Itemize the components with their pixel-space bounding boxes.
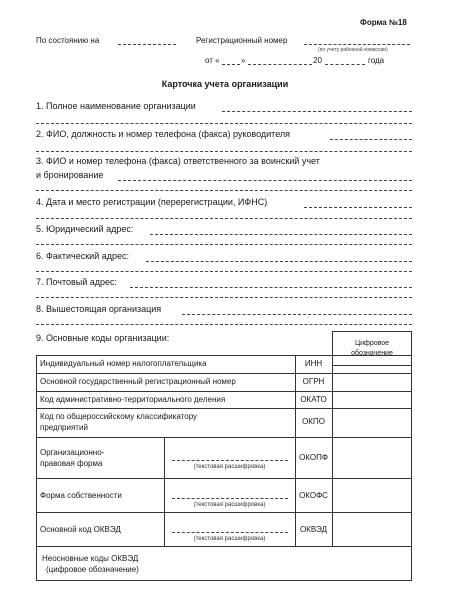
table-row-secondary-okved-label-1: Неосновные коды ОКВЭД	[42, 554, 139, 563]
digital-header-line-2: обозначение	[351, 350, 393, 357]
as-of-date-field[interactable]	[118, 44, 176, 45]
form-number: Форма №18	[360, 18, 407, 27]
item-7-field-line-2[interactable]	[36, 297, 412, 298]
item-5-label: 5. Юридический адрес:	[36, 224, 134, 234]
item-3-field-line-2[interactable]	[36, 190, 412, 191]
row-divider	[36, 478, 412, 479]
table-row-okato-label: Код административно-территориального деления	[40, 395, 226, 404]
inn-value-field[interactable]	[333, 374, 411, 391]
row-divider	[36, 512, 412, 513]
table-row-inn-label: Индивидуальный номер налогоплательщика	[40, 359, 207, 368]
item-6-label: 6. Фактический адрес:	[36, 251, 129, 261]
okopf-decode-field[interactable]	[172, 460, 288, 461]
table-row-okopf-decode: (текстовая расшифровка)	[193, 464, 266, 470]
year-prefix: 20	[313, 56, 322, 65]
table-row-okpo-code: ОКПО	[302, 417, 325, 426]
item-5-field-line-2[interactable]	[36, 244, 412, 245]
table-row-okfs-label: Форма собственности	[40, 491, 122, 500]
year-field[interactable]	[325, 64, 365, 65]
item-4-field-line-2[interactable]	[36, 218, 412, 219]
item-3-field[interactable]	[118, 180, 412, 181]
from-label: от «	[205, 56, 220, 65]
reg-number-label: Регистрационный номер	[196, 36, 288, 45]
year-suffix: года	[368, 56, 385, 65]
table-row-inn-code: ИНН	[304, 359, 323, 368]
item-8-field[interactable]	[182, 314, 412, 315]
table-row-ogrn-code: ОГРН	[302, 377, 325, 386]
table-row-okato-code: ОКАТО	[300, 395, 327, 404]
month-field[interactable]	[248, 64, 312, 65]
reg-number-field[interactable]	[304, 44, 410, 45]
row-divider	[36, 408, 412, 409]
item-1-label: 1. Полное наименование организации	[36, 101, 196, 111]
reg-number-note: (по учету районной комиссии)	[318, 47, 388, 53]
table-row-okopf-label-2: правовая форма	[40, 459, 103, 468]
table-row-okfs-decode: (текстовая расшифровка)	[193, 502, 266, 508]
col-divider	[164, 437, 165, 546]
secondary-okved-field[interactable]	[164, 547, 411, 580]
day-field[interactable]	[222, 64, 240, 65]
item-5-field[interactable]	[150, 234, 412, 235]
row-divider	[36, 391, 412, 392]
item-1-field-line-2[interactable]	[36, 123, 412, 124]
item-2-field[interactable]	[330, 139, 412, 140]
item-2-field-line-2[interactable]	[36, 151, 412, 152]
item-6-field-line-2[interactable]	[36, 271, 412, 272]
table-row-okfs-code: ОКОФС	[299, 491, 328, 500]
table-row-okpo-label-1: Код по общероссийскому классификатору	[40, 412, 198, 421]
item-7-label: 7. Почтовый адрес:	[36, 277, 118, 287]
as-of-label: По состоянию на	[36, 36, 100, 45]
okfs-decode-field[interactable]	[172, 498, 288, 499]
table-row-okved-decode: (текстовая расшифровка)	[193, 536, 266, 542]
table-row-secondary-okved-label-2: (цифровое обозначение)	[46, 565, 139, 574]
okved-decode-field[interactable]	[172, 532, 288, 533]
item-7-field[interactable]	[130, 287, 412, 288]
table-row-okved-code: ОКВЭД	[299, 525, 328, 534]
item-8-field-line-2[interactable]	[36, 324, 412, 325]
item-6-field[interactable]	[146, 261, 412, 262]
table-row-okopf-code: ОКОПФ	[299, 453, 328, 462]
page-title: Карточка учета организации	[161, 79, 289, 89]
row-divider	[36, 437, 412, 438]
item-4-field[interactable]	[304, 207, 412, 208]
table-row-ogrn-label: Основной государственный регистрационный номер	[40, 377, 236, 386]
item-2-label: 2. ФИО, должность и номер телефона (факса) руководителя	[36, 129, 291, 139]
table-row-okved-label: Основной код ОКВЭД	[40, 525, 121, 534]
table-row-okpo-label-2: предприятий	[40, 423, 88, 432]
item-1-field[interactable]	[222, 111, 412, 112]
item-3-label: 3. ФИО и номер телефона (факса) ответственного за воинский учет	[36, 156, 320, 166]
item-4-label: 4. Дата и место регистрации (перерегистрации, ИФНС)	[36, 197, 268, 207]
digital-header-line-1: Цифровое	[354, 340, 390, 347]
table-row-okopf-label-1: Организационно-	[40, 448, 105, 457]
item-9-label: 9. Основные коды организации:	[36, 333, 170, 343]
item-3-label-cont: и бронирование	[36, 170, 104, 180]
from-close: »	[241, 56, 246, 65]
item-8-label: 8. Вышестоящая организация	[36, 304, 162, 314]
